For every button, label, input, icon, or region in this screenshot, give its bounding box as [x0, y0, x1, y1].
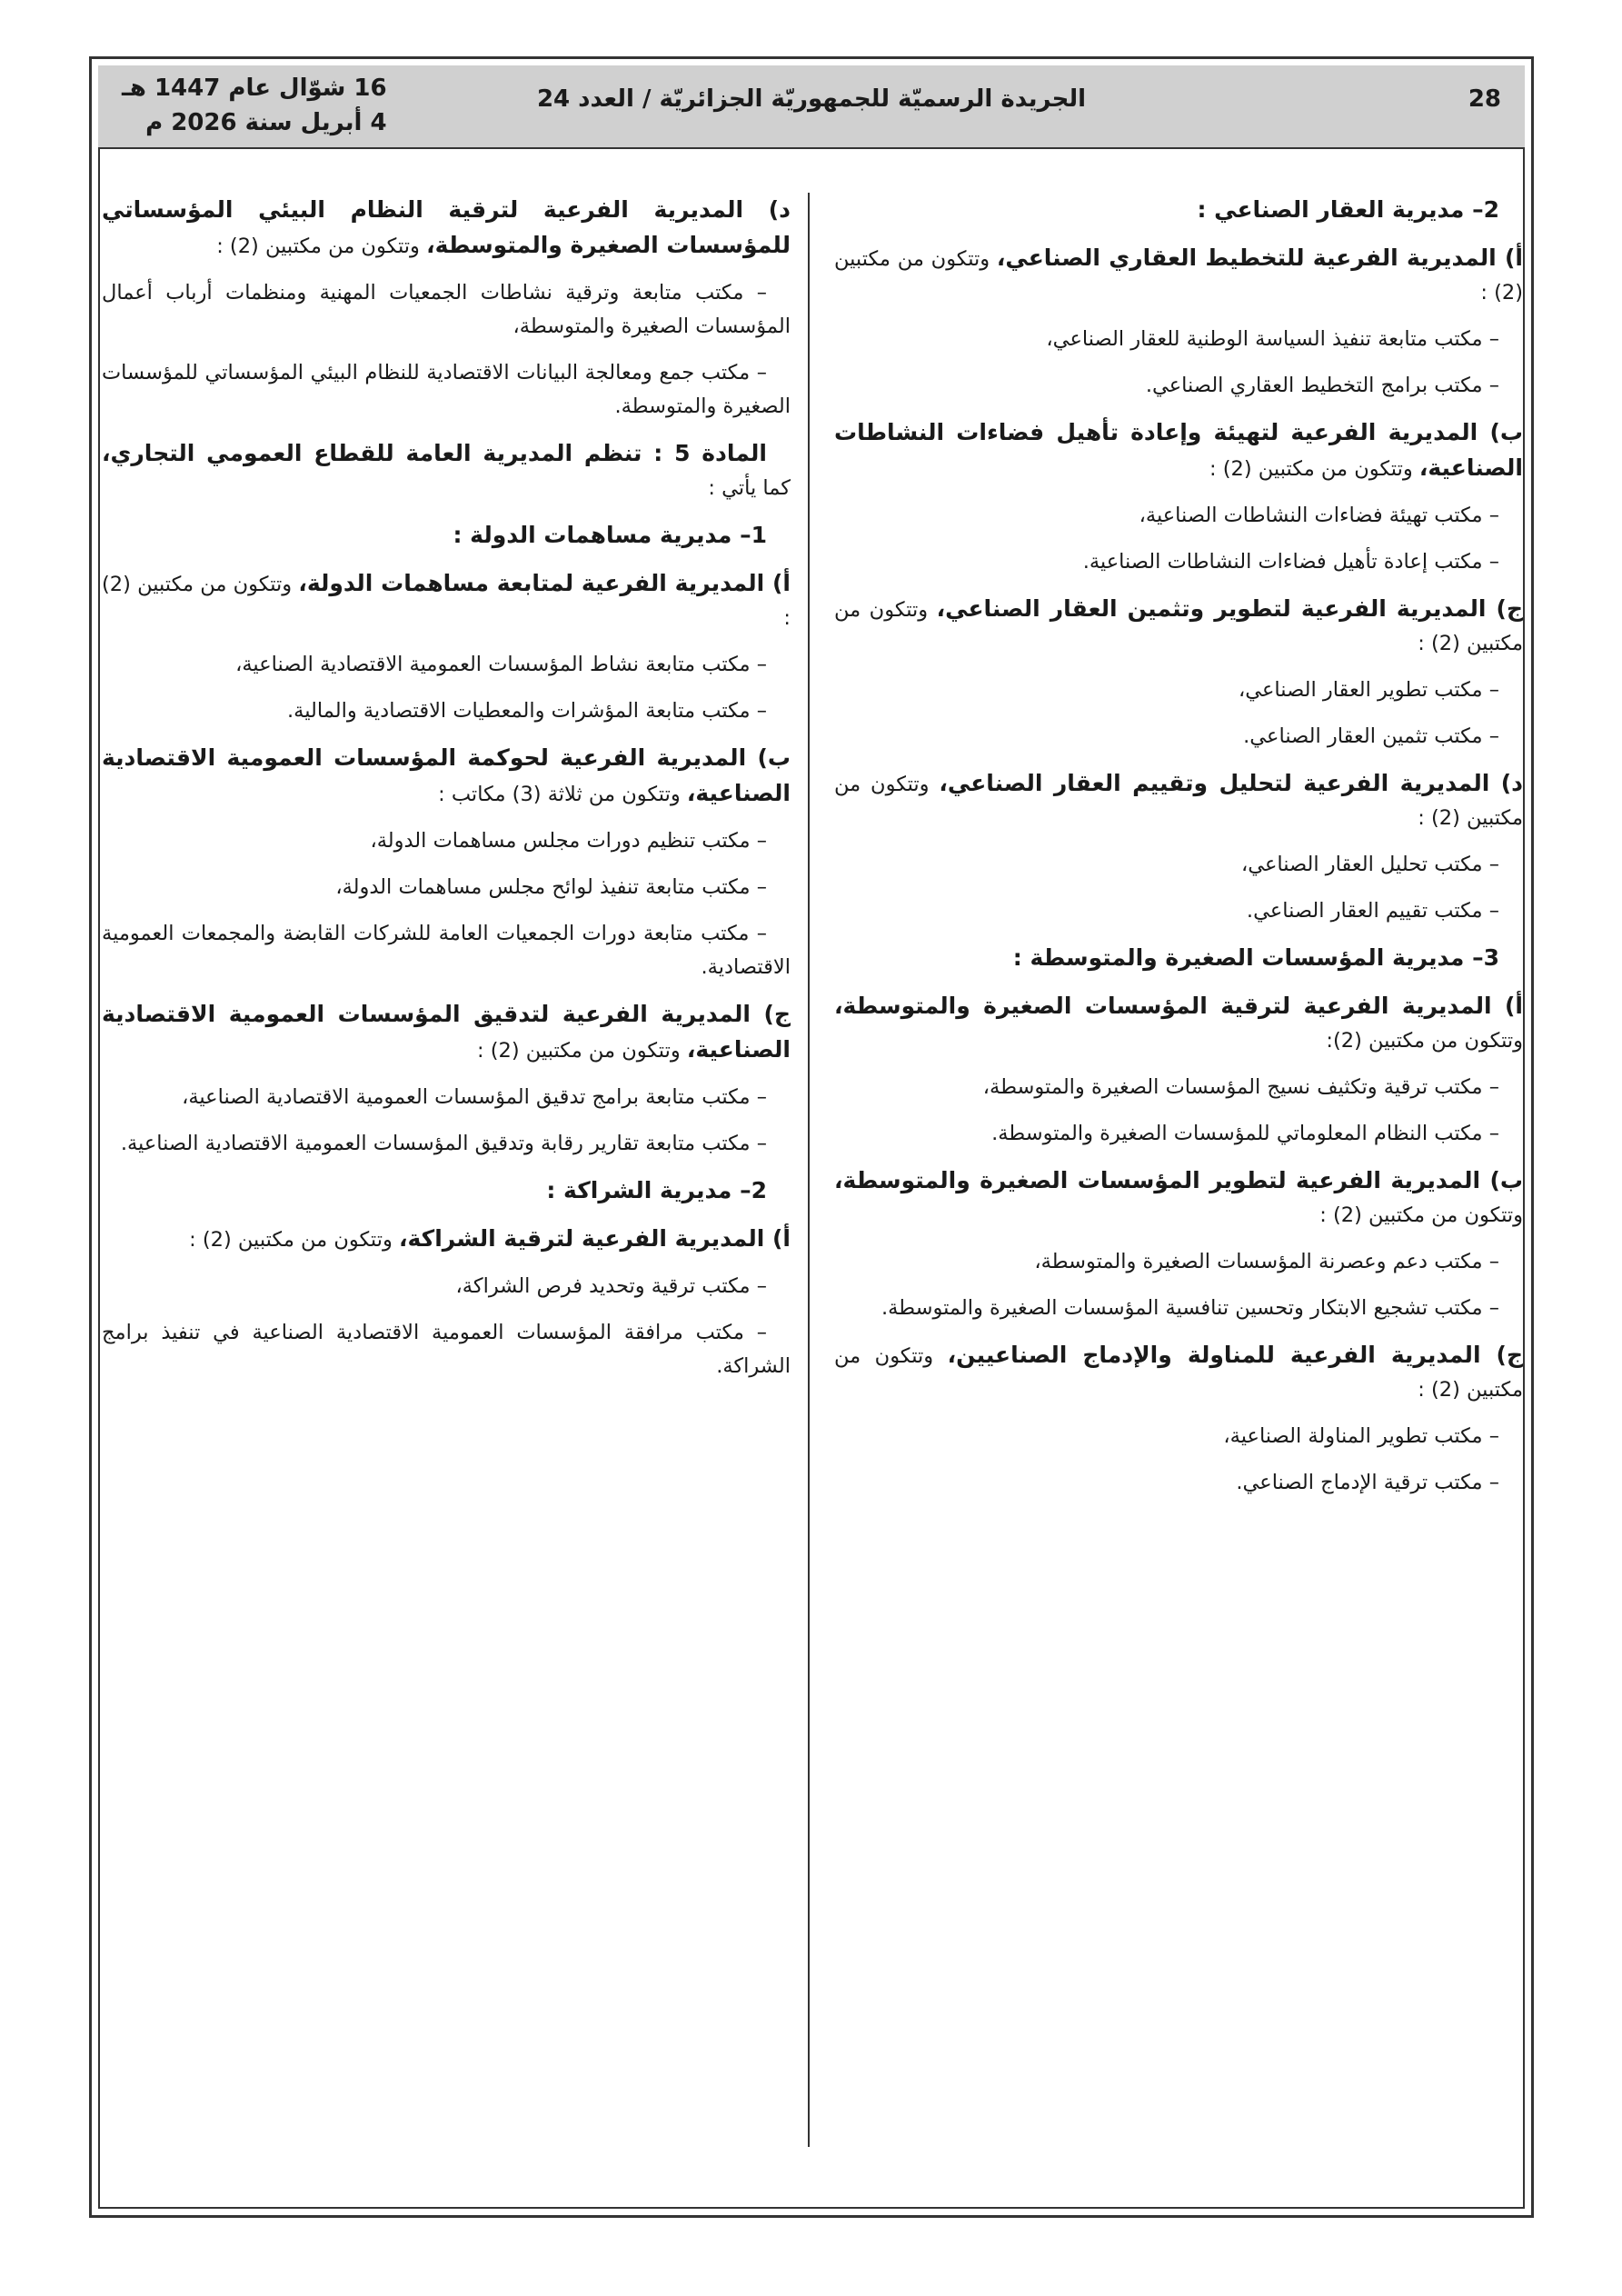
- right-list-item: – مكتب تقييم العقار الصناعي.: [1246, 899, 1499, 923]
- left-subdirectorate-title: ب) المديرية الفرعية لحوكمة المؤسسات العمومية الاقتصادية الصناعية،: [102, 744, 791, 806]
- right-subdirectorate-title: أ) المديرية الفرعية للتخطيط العقاري الصناعي،: [996, 245, 1523, 271]
- left-subdirectorate-detail: وتتكون من مكتبين (2) :: [477, 1039, 687, 1063]
- right-list-item: – مكتب تشجيع الابتكار وتحسين تنافسية المؤسسات الصغيرة والمتوسطة.: [881, 1296, 1499, 1320]
- right-section-heading: 2– مديرية العقار الصناعي :: [1197, 196, 1499, 223]
- right-list-item: – مكتب النظام المعلوماتي للمؤسسات الصغيرة والمتوسطة.: [991, 1122, 1499, 1145]
- left-subdirectorate-title: د) المديرية الفرعية لترقية النظام البيئي المؤسساتي للمؤسسات الصغيرة والمتوسطة،: [102, 196, 791, 258]
- left-subdirectorate: [102, 741, 791, 812]
- right-subdirectorate: [834, 1338, 1523, 1407]
- left-subdirectorate: [102, 193, 791, 264]
- right-subdirectorate: [834, 415, 1523, 486]
- date-hijri: 16 شوّال عام 1447 هـ: [122, 75, 387, 102]
- right-list-item: – مكتب متابعة تنفيذ السياسة الوطنية للعقار الصناعي،: [1046, 327, 1499, 351]
- left-subdirectorate-detail: وتتكون من مكتبين (2) :: [216, 235, 427, 258]
- right-list-item: – مكتب دعم وعصرنة المؤسسات الصغيرة والمتوسطة،: [1034, 1250, 1499, 1273]
- left-subdirectorate: [102, 566, 791, 635]
- right-subdirectorate-title: أ) المديرية الفرعية لترقية المؤسسات الصغيرة والمتوسطة،: [834, 993, 1523, 1019]
- journal-title: الجريدة الرسميّة للجمهوريّة الجزائريّة / العدد 24: [536, 85, 1087, 113]
- left-list-item: – مكتب ترقية وتحديد فرص الشراكة،: [455, 1274, 767, 1298]
- left-section-heading: 2– مديرية الشراكة :: [546, 1177, 767, 1203]
- left-list-item: – مكتب مرافقة المؤسسات العمومية الاقتصادية الصناعية في تنفيذ برامج الشراكة.: [102, 1321, 791, 1378]
- left-subdirectorate-detail: وتتكون من مكتبين (2) :: [102, 573, 791, 630]
- left-article: [102, 436, 791, 505]
- left-list-item: – مكتب متابعة وترقية نشاطات الجمعيات المهنية ومنظمات أرباب أعمال المؤسسات الصغيرة والمتوسطة،: [102, 281, 791, 338]
- left-subdirectorate-detail: وتتكون من ثلاثة (3) مكاتب :: [438, 783, 687, 806]
- right-subdirectorate-title: ج) المديرية الفرعية للمناولة والإدماج الصناعيين،: [947, 1342, 1523, 1368]
- left-list-item: – مكتب متابعة تنفيذ لوائح مجلس مساهمات الدولة،: [335, 875, 767, 899]
- left-list-item: – مكتب متابعة نشاط المؤسسات العمومية الاقتصادية الصناعية،: [235, 653, 767, 676]
- left-subdirectorate-detail: وتتكون من مكتبين (2) :: [189, 1228, 399, 1252]
- right-subdirectorate-detail: وتتكون من مكتبين (2) :: [834, 598, 1523, 655]
- left-subdirectorate-title: أ) المديرية الفرعية لترقية الشراكة،: [399, 1225, 791, 1252]
- right-subdirectorate: [834, 766, 1523, 835]
- right-subdirectorate-title: ب) المديرية الفرعية لتطوير المؤسسات الصغيرة والمتوسطة،: [834, 1167, 1523, 1193]
- right-subdirectorate-detail: وتتكون من مكتبين (2) :: [834, 773, 1523, 830]
- left-list-item: – مكتب متابعة تقارير رقابة وتدقيق المؤسسات العمومية الاقتصادية الصناعية.: [120, 1132, 767, 1155]
- left-section-heading: 1– مديرية مساهمات الدولة :: [453, 522, 767, 548]
- left-subdirectorate-title: أ) المديرية الفرعية لمتابعة مساهمات الدولة،: [298, 570, 791, 596]
- right-subdirectorate-title: د) المديرية الفرعية لتحليل وتقييم العقار الصناعي،: [939, 770, 1523, 796]
- left-subdirectorate: [102, 997, 791, 1068]
- right-subdirectorate-title: ج) المديرية الفرعية لتطوير وتثمين العقار الصناعي،: [936, 595, 1523, 622]
- left-subdirectorate-detail: كما يأتي :: [708, 476, 791, 500]
- right-subdirectorate: [834, 1163, 1523, 1233]
- right-subdirectorate-detail: وتتكون من مكتبين (2) :: [834, 1344, 1523, 1402]
- left-subdirectorate: [102, 1222, 791, 1257]
- right-subdirectorate-title: ب) المديرية الفرعية لتهيئة وإعادة تأهيل فضاءات النشاطات الصناعية،: [834, 419, 1523, 481]
- right-subdirectorate-detail: وتتكون من مكتبين (2):: [1326, 1029, 1523, 1053]
- right-list-item: – مكتب إعادة تأهيل فضاءات النشاطات الصناعية.: [1082, 550, 1499, 574]
- right-list-item: – مكتب تهيئة فضاءات النشاطات الصناعية،: [1139, 504, 1499, 527]
- right-list-item: – مكتب تحليل العقار الصناعي،: [1240, 853, 1499, 876]
- right-section-heading: 3– مديرية المؤسسات الصغيرة والمتوسطة :: [1012, 944, 1499, 971]
- right-subdirectorate-detail: وتتكون من مكتبين (2) :: [1209, 457, 1419, 481]
- right-subdirectorate: [834, 989, 1523, 1058]
- right-list-item: – مكتب تطوير العقار الصناعي،: [1238, 678, 1499, 702]
- right-list-item: – مكتب ترقية وتكثيف نسيج المؤسسات الصغيرة والمتوسطة،: [982, 1075, 1499, 1099]
- right-subdirectorate-detail: وتتكون من مكتبين (2) :: [1319, 1203, 1523, 1227]
- page-number: 28: [1468, 85, 1501, 113]
- right-list-item: – مكتب برامج التخطيط العقاري الصناعي.: [1145, 374, 1499, 397]
- right-list-item: – مكتب ترقية الإدماج الصناعي.: [1236, 1471, 1499, 1494]
- right-list-item: – مكتب تثمين العقار الصناعي.: [1243, 724, 1499, 748]
- left-subdirectorate-title: ج) المديرية الفرعية لتدقيق المؤسسات العمومية الاقتصادية الصناعية،: [102, 1001, 791, 1063]
- left-subdirectorate-title: المادة 5 : تنظم المديرية العامة للقطاع العمومي التجاري،: [102, 440, 767, 466]
- right-column: [834, 193, 1523, 1512]
- left-list-item: – مكتب متابعة برامج تدقيق المؤسسات العمومية الاقتصادية الصناعية،: [182, 1085, 767, 1109]
- column-divider: [808, 193, 810, 2147]
- left-list-item: – مكتب متابعة دورات الجمعيات العامة للشركات القابضة والمجمعات العمومية الاقتصادية.: [102, 922, 791, 979]
- left-list-item: – مكتب جمع ومعالجة البيانات الاقتصادية للنظام البيئي المؤسساتي للمؤسسات الصغيرة والمتوسطة.: [102, 361, 791, 418]
- issue-date: [122, 71, 387, 140]
- left-column: [102, 193, 791, 1396]
- left-list-item: – مكتب متابعة المؤشرات والمعطيات الاقتصادية والمالية.: [287, 699, 767, 723]
- date-gregorian: 4 أبريل سنة 2026 م: [145, 109, 387, 136]
- page-header: [98, 65, 1525, 149]
- right-subdirectorate: [834, 241, 1523, 310]
- left-list-item: – مكتب تنظيم دورات مجلس مساهمات الدولة،: [370, 829, 767, 853]
- right-subdirectorate: [834, 592, 1523, 661]
- right-subdirectorate-detail: وتتكون من مكتبين (2) :: [834, 247, 1523, 304]
- right-list-item: – مكتب تطوير المناولة الصناعية،: [1223, 1424, 1499, 1448]
